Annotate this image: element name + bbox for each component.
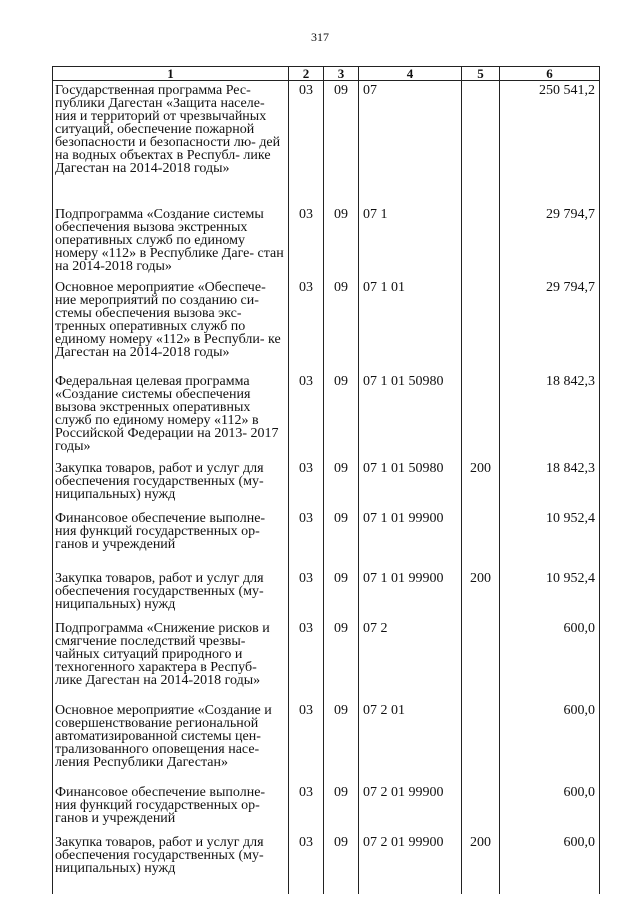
budget-table [52, 66, 600, 894]
item-name-cell: Подпрограмма «Снижение рисков и смягчение последствий чрезвы- чайных ситуаций природного и техногенного характера в Респуб- лике Дагестан на 2014-2018 годы» [53, 619, 289, 701]
amount-cell: 600,0 [500, 701, 600, 783]
section-code-cell: 03 [289, 278, 324, 372]
target-code-cell: 07 1 01 99900 [359, 509, 462, 569]
table-row [53, 783, 600, 833]
table-row [53, 833, 600, 894]
subsection-code-cell: 09 [324, 81, 359, 206]
expense-type-cell [462, 205, 500, 278]
item-name-cell: Федеральная целевая программа «Создание системы обеспечения вызова экстренных оперативных служб по единому номеру «112» в Российской Федерации на 2013- 2017 годы» [53, 372, 289, 459]
amount-cell: 10 952,4 [500, 569, 600, 619]
subsection-code-cell: 09 [324, 459, 359, 509]
expense-type-cell: 200 [462, 459, 500, 509]
amount-cell: 600,0 [500, 783, 600, 833]
target-code-cell: 07 1 01 50980 [359, 372, 462, 459]
subsection-code-cell: 09 [324, 619, 359, 701]
section-code-cell: 03 [289, 833, 324, 894]
table-header-row [53, 67, 600, 81]
item-name-cell: Закупка товаров, работ и услуг для обеспечения государственных (му- ниципальных) нужд [53, 459, 289, 509]
amount-cell: 18 842,3 [500, 372, 600, 459]
table-row [53, 372, 600, 459]
expense-type-cell: 200 [462, 569, 500, 619]
section-code-cell: 03 [289, 783, 324, 833]
item-name-cell: Государственная программа Рес- публики Дагестан «Защита населе- ния и территорий от чрезвычайных ситуаций, обеспечение пожарной безопасности и безопасности лю- дей на водных объектах в Республ- лике Дагестан на 2014-2018 годы» [53, 81, 289, 206]
item-name-cell: Финансовое обеспечение выполне- ния функций государственных ор- ганов и учреждений [53, 783, 289, 833]
expense-type-cell [462, 783, 500, 833]
expense-type-cell [462, 509, 500, 569]
header-col-5: 5 [462, 67, 500, 81]
table-row [53, 701, 600, 783]
table-row [53, 459, 600, 509]
subsection-code-cell: 09 [324, 701, 359, 783]
item-name-cell: Финансовое обеспечение выполне- ния функций государственных ор- ганов и учреждений [53, 509, 289, 569]
amount-cell: 18 842,3 [500, 459, 600, 509]
header-col-3: 3 [324, 67, 359, 81]
target-code-cell: 07 2 01 99900 [359, 833, 462, 894]
amount-cell: 29 794,7 [500, 278, 600, 372]
item-name-cell: Основное мероприятие «Обеспече- ние мероприятий по созданию си- стемы обеспечения вызова экс- тренных оперативных служб по единому номеру «112» в Республи- ке Дагестан на 2014-2018 годы» [53, 278, 289, 372]
table-row [53, 205, 600, 278]
page-number: 317 [311, 30, 329, 44]
expense-type-cell [462, 278, 500, 372]
header-col-2: 2 [289, 67, 324, 81]
target-code-cell: 07 2 [359, 619, 462, 701]
target-code-cell: 07 1 01 50980 [359, 459, 462, 509]
item-name-cell: Закупка товаров, работ и услуг для обеспечения государственных (му- ниципальных) нужд [53, 833, 289, 894]
item-name-cell: Закупка товаров, работ и услуг для обеспечения государственных (му- ниципальных) нужд [53, 569, 289, 619]
subsection-code-cell: 09 [324, 833, 359, 894]
table-row [53, 81, 600, 206]
section-code-cell: 03 [289, 205, 324, 278]
section-code-cell: 03 [289, 81, 324, 206]
expense-type-cell [462, 81, 500, 206]
subsection-code-cell: 09 [324, 278, 359, 372]
amount-cell: 600,0 [500, 619, 600, 701]
target-code-cell: 07 2 01 [359, 701, 462, 783]
table-row [53, 278, 600, 372]
section-code-cell: 03 [289, 701, 324, 783]
header-col-6: 6 [500, 67, 600, 81]
subsection-code-cell: 09 [324, 783, 359, 833]
target-code-cell: 07 1 [359, 205, 462, 278]
table-row [53, 619, 600, 701]
table-body [53, 81, 600, 895]
subsection-code-cell: 09 [324, 205, 359, 278]
section-code-cell: 03 [289, 459, 324, 509]
amount-cell: 29 794,7 [500, 205, 600, 278]
target-code-cell: 07 [359, 81, 462, 206]
expense-type-cell: 200 [462, 833, 500, 894]
table-row [53, 509, 600, 569]
target-code-cell: 07 1 01 99900 [359, 569, 462, 619]
amount-cell: 10 952,4 [500, 509, 600, 569]
expense-type-cell [462, 701, 500, 783]
amount-cell: 250 541,2 [500, 81, 600, 206]
section-code-cell: 03 [289, 509, 324, 569]
item-name-cell: Основное мероприятие «Создание и совершенствование региональной автоматизированной системы цен- трализованного оповещения насе- ления Республики Дагестан» [53, 701, 289, 783]
table-row [53, 569, 600, 619]
subsection-code-cell: 09 [324, 372, 359, 459]
subsection-code-cell: 09 [324, 569, 359, 619]
target-code-cell: 07 1 01 [359, 278, 462, 372]
item-name-cell: Подпрограмма «Создание системы обеспечения вызова экстренных оперативных служб по единому номеру «112» в Республике Даге- стан на 2014-2018 годы» [53, 205, 289, 278]
header-col-1: 1 [53, 67, 289, 81]
section-code-cell: 03 [289, 619, 324, 701]
amount-cell: 600,0 [500, 833, 600, 894]
section-code-cell: 03 [289, 569, 324, 619]
subsection-code-cell: 09 [324, 509, 359, 569]
expense-type-cell [462, 372, 500, 459]
expense-type-cell [462, 619, 500, 701]
header-col-4: 4 [359, 67, 462, 81]
section-code-cell: 03 [289, 372, 324, 459]
target-code-cell: 07 2 01 99900 [359, 783, 462, 833]
